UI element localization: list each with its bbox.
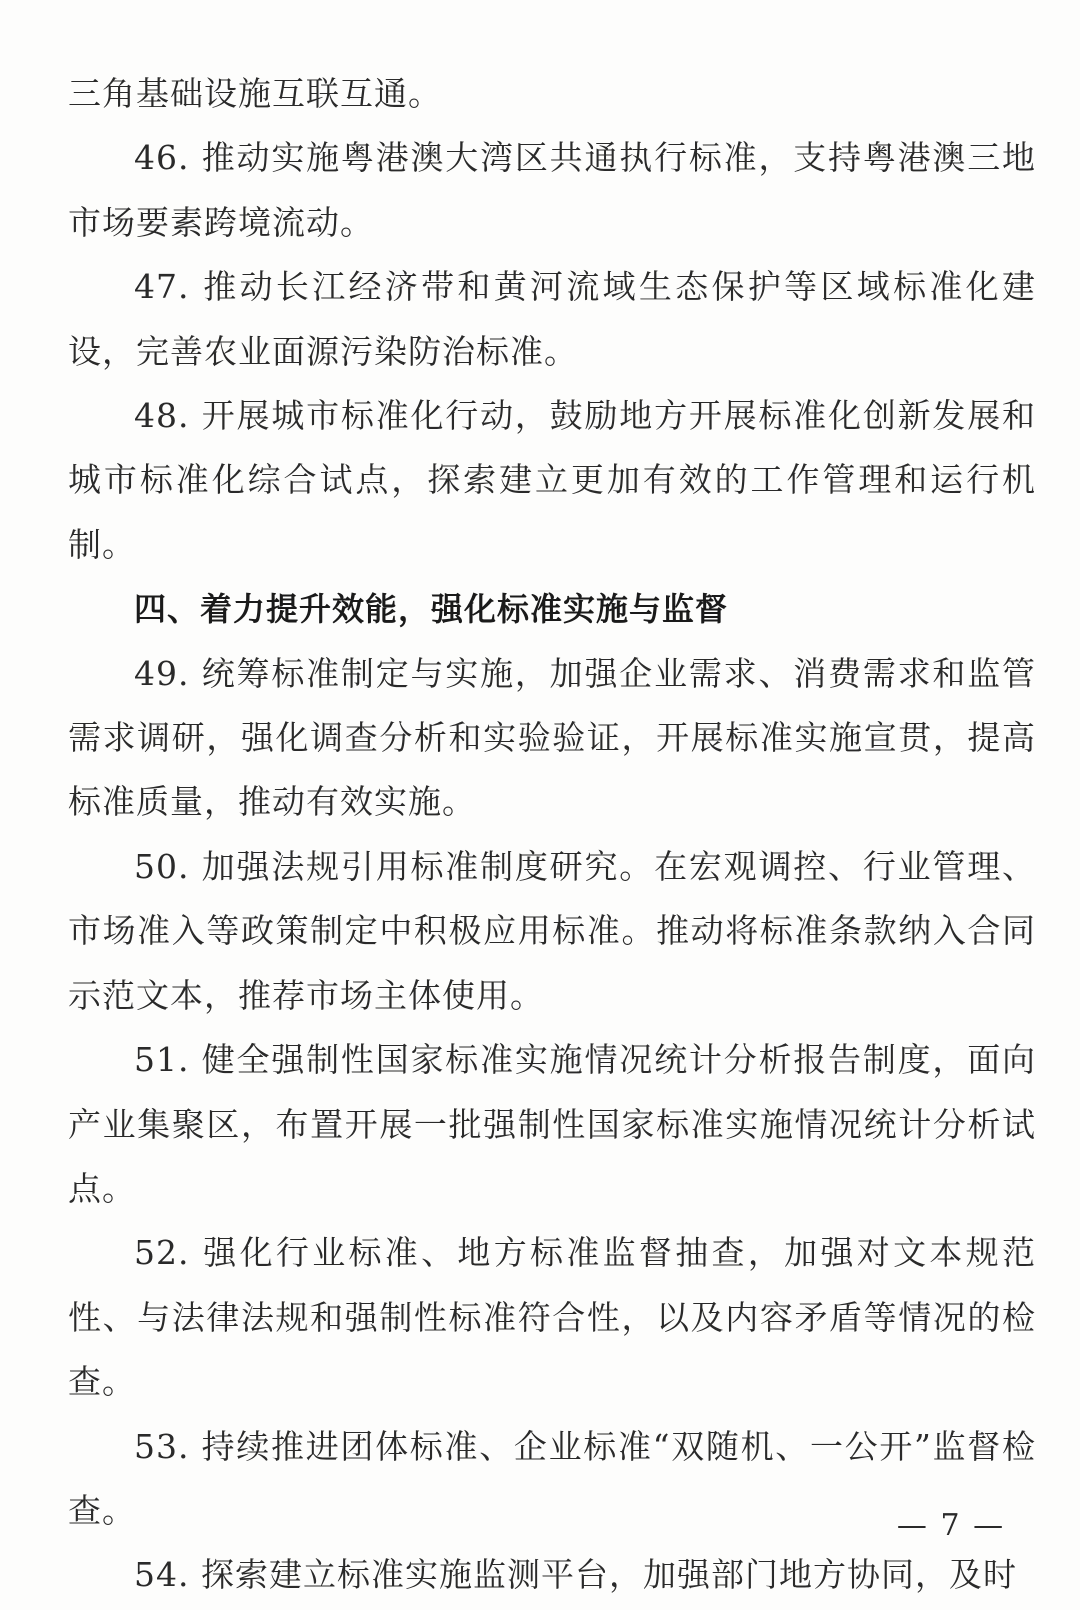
paragraph-item-53: 53. 持续推进团体标准、企业标准“双随机、一公开”监督检查。 (68, 1426, 1036, 1530)
paragraph-item-47: 47. 推动长江经济带和黄河流域生态保护等区域标准化建设，完善农业面源污染防治标准。 (68, 267, 1036, 371)
document-body (68, 62, 1036, 1608)
page-number: — 7 — (896, 1508, 1006, 1543)
paragraph-item-50: 50. 加强法规引用标准制度研究。在宏观调控、行业管理、市场准入等政策制定中积极应用标准。推动将标准条款纳入合同示范文本，推荐市场主体使用。 (68, 846, 1036, 1015)
paragraph-item-54: 54. 探索建立标准实施监测平台，加强部门地方协同，及时 (134, 1555, 1017, 1595)
paragraph-continuation: 三角基础设施互联互通。 (68, 74, 442, 113)
paragraph-item-49: 49. 统筹标准制定与实施，加强企业需求、消费需求和监管需求调研，强化调查分析和实验验证，开展标准实施宣贯，提高标准质量，推动有效实施。 (68, 653, 1036, 822)
section-heading: 四、着力提升效能，强化标准实施与监督 (134, 590, 729, 629)
paragraph-item-46: 46. 推动实施粤港澳大湾区共通执行标准，支持粤港澳三地市场要素跨境流动。 (68, 138, 1036, 242)
paragraph-item-51: 51. 健全强制性国家标准实施情况统计分析报告制度，面向产业集聚区，布置开展一批强制性国家标准实施情况统计分析试点。 (68, 1040, 1036, 1208)
paragraph-item-48: 48. 开展城市标准化行动，鼓励地方开展标准化创新发展和城市标准化综合试点，探索建立更加有效的工作管理和运行机制。 (68, 396, 1036, 564)
paragraph-item-52: 52. 强化行业标准、地方标准监督抽查，加强对文本规范性、与法律法规和强制性标准符合性，以及内容矛盾等情况的检查。 (68, 1233, 1036, 1402)
